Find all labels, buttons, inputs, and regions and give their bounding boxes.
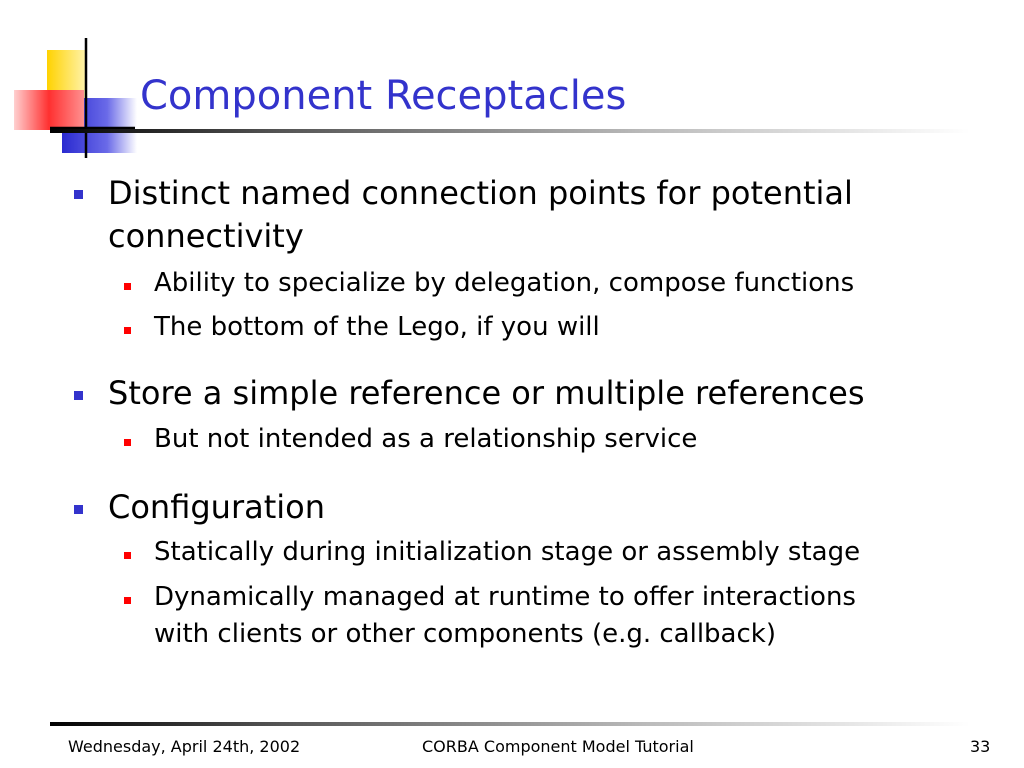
sub-bullet-marker xyxy=(124,327,131,334)
footer-divider xyxy=(50,722,970,726)
bullet-marker xyxy=(74,505,83,514)
slide-title: Component Receptacles xyxy=(140,73,627,119)
bullet-text-line: Distinct named connection points for potential xyxy=(108,174,853,212)
slide-logo xyxy=(0,0,140,170)
sub-bullet-text-line: with clients or other components (e.g. callback) xyxy=(154,619,776,649)
sub-bullet-text-line: But not intended as a relationship service xyxy=(154,424,698,454)
footer-date: Wednesday, April 24th, 2002 xyxy=(68,737,301,756)
sub-bullet-marker xyxy=(124,439,131,446)
bullet-text-line: connectivity xyxy=(108,217,304,255)
bullet-text-line: Configuration xyxy=(108,488,326,526)
bullet-text-line: Store a simple reference or multiple references xyxy=(108,374,865,412)
sub-bullet-text-line: The bottom of the Lego, if you will xyxy=(154,312,600,342)
sub-bullet-marker xyxy=(124,552,131,559)
sub-bullet-text-line: Ability to specialize by delegation, compose functions xyxy=(154,268,855,298)
title-divider xyxy=(50,129,970,133)
footer-title: CORBA Component Model Tutorial xyxy=(422,737,694,756)
page-number: 33 xyxy=(970,737,991,756)
sub-bullet-text-line: Statically during initialization stage or assembly stage xyxy=(154,537,861,567)
sub-bullet-marker xyxy=(124,597,131,604)
sub-bullet-marker xyxy=(124,283,131,290)
bullet-marker xyxy=(74,190,83,199)
bullet-marker xyxy=(74,391,83,400)
sub-bullet-text-line: Dynamically managed at runtime to offer interactions xyxy=(154,582,856,612)
